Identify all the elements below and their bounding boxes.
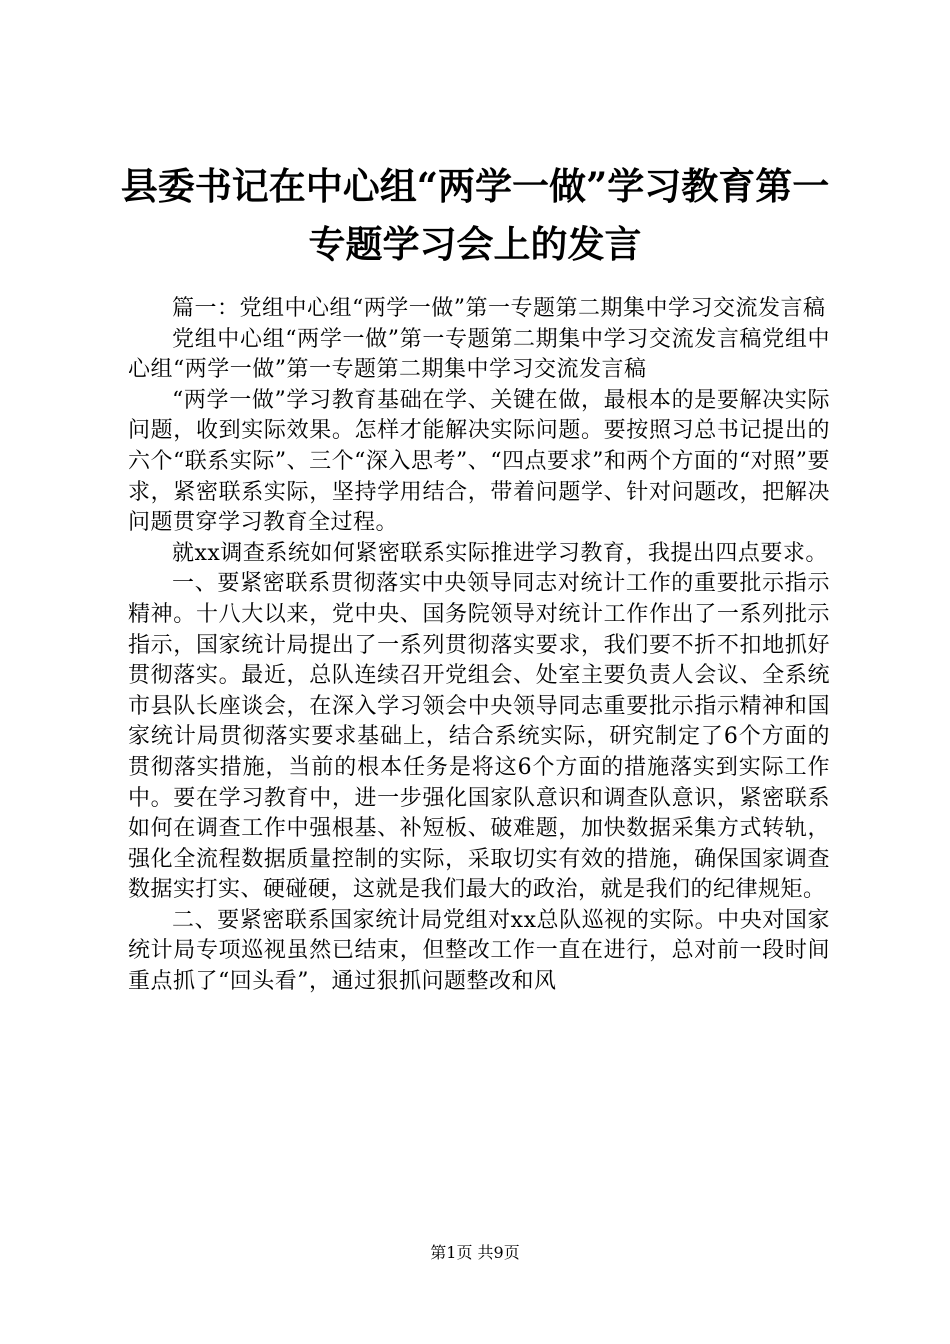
paragraph-2: 党组中心组“两学一做”第一专题第二期集中学习交流发言稿党组中心组“两学一做”第一专题第二期集中学习交流发言稿 [128,326,830,383]
document-title-line-2: 专题学习会上的发言 [308,222,642,266]
paragraph-4: 就xx调查系统如何紧密联系实际推进学习教育，我提出四点要求。 [172,540,828,566]
document-title-line-1: 县委书记在中心组“两学一做”学习教育第一 [120,164,830,208]
paragraph-6: 二、要紧密联系国家统计局党组对xx总队巡视的实际。中央对国家统计局专项巡视虽然已结束，但整改工作一直在进行，总对前一段时间重点抓了“回头看”，通过狠抓问题整改和风 [128,907,830,995]
page-number-footer: 第1页 共9页 [430,1243,520,1262]
paragraph-1: 篇一：党组中心组“两学一做”第一专题第二期集中学习交流发言稿 [172,296,826,321]
paragraph-3: “两学一做”学习教育基础在学、关键在做，最根本的是要解决实际问题，收到实际效果。怎样才能解决实际问题。要按照习总书记提出的六个“联系实际”、三个“深入思考”、“四点要求”和两个方面的“对照”要求，紧密联系实际，坚持学用结合，带着问题学、针对问题改，把解决问题贯穿学习教育全过程。 [128,387,830,536]
document-body [128,294,830,998]
paragraph-5: 一、要紧密联系贯彻落实中央领导同志对统计工作的重要批示指示精神。十八大以来，党中央、国务院领导对统计工作作出了一系列批示指示，国家统计局提出了一系列贯彻落实要求，我们要不折不扣地抓好贯彻落实。最近，总队连续召开党组会、处室主要负责人会议、全系统市县队长座谈会，在深入学习领会中央领导同志重要批示指示精神和国家统计局贯彻落实要求基础上，结合系统实际，研究制定了6个方面的贯彻落实措施，当前的根本任务是将这6个方面的措施落实到实际工作中。要在学习教育中，进一步强化国家队意识和调查队意识，紧密联系如何在调查工作中强根基、补短板、破难题，加快数据采集方式转轨，强化全流程数据质量控制的实际，采取切实有效的措施，确保国家调查数据实打实、硬碰硬，这就是我们最大的政治，就是我们的纪律规矩。 [128,571,830,903]
